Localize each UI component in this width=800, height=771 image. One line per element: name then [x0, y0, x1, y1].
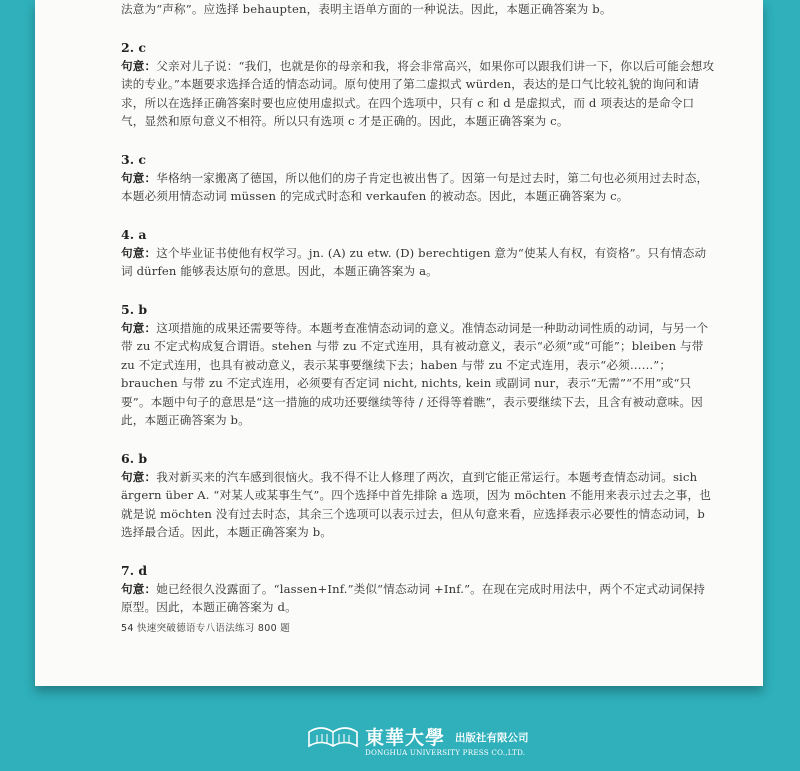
- page-footer: 54 快速突破德语专八语法练习 800 题: [121, 623, 291, 634]
- publisher-name-en: DONGHUA UNIVERSITY PRESS CO.,LTD.: [365, 748, 526, 757]
- explanation-text: 我对新买来的汽车感到很恼火。我不得不让人修理了两次，直到它能正常运行。本题考查情态动词。sich ärgern über A. “对某人或某事生气”。四个选择中首先排除 a 选项，因为 möchten 不能用来表示过去之事，也就是说 möchten 没有过去时态，其余三个选项可以表示过去，但从句意来看，应选择表示必要性的情态动词，b 选择最合适。因此，本题正确答案为 b。: [121, 469, 711, 539]
- explanation-text: 她已经很久没露面了。“lassen+Inf.”类似“情态动词 +Inf.”。在现在完成时用法中，两个不定式动词保持原型。因此，本题正确答案为 d。: [121, 581, 706, 614]
- publisher-name-cn-suffix: 出版社有限公司: [455, 732, 529, 744]
- answer-explanation: [121, 244, 715, 281]
- answer-number: 2. c: [121, 39, 147, 55]
- publisher-logo: [305, 720, 535, 760]
- answer-number: 3. c: [121, 151, 147, 167]
- answer-list: [121, 39, 715, 617]
- explanation-text: 华格纳一家搬离了德国，所以他们的房子肯定也被出售了。因第一句是过去时，第二句也必须用过去时态，本题必须用情态动词 müssen 的完成式时态和 verkaufen 的被动态。因此，本题正确答案为 c。: [121, 170, 709, 203]
- sentence-meaning-label: 句意：: [121, 58, 157, 73]
- answer-number: 5. b: [121, 301, 148, 317]
- sentence-meaning-label: 句意：: [121, 320, 157, 335]
- answer-explanation: [121, 57, 715, 131]
- sentence-meaning-label: 句意：: [121, 170, 157, 185]
- answer-number: 7. d: [121, 562, 148, 578]
- sentence-meaning-label: 句意：: [121, 245, 157, 260]
- sentence-meaning-label: 句意：: [121, 469, 157, 484]
- answer-item: [121, 39, 715, 131]
- explanation-text: 这个毕业证书使他有权学习。jn. (A) zu etw. (D) berechtigen 意为“使某人有权，有资格”。只有情态动词 dürfen 能够表达原句的意思。因此，本题正确答案为 a。: [121, 245, 707, 278]
- publisher-name-cn: 東華大學: [365, 727, 446, 749]
- page-content: [121, 0, 715, 617]
- explanation-text: 这项措施的成果还需要等待。本题考查准情态动词的意义。准情态动词是一种助动词性质的动词，与另一个带 zu 不定式构成复合谓语。stehen 与带 zu 不定式连用，具有被动意义，表示“必须”或“可能”；bleiben 与带 zu 不定式连用，也具有被动意义，表示某事要继续下去；haben 与带 zu 不定式连用，表示“必须……”；brauchen 与带 zu 不定式连用，必须要有否定词 nicht, nichts, kein 或副词 nur，表示“无需”“不用”或“只要”。本题中句子的意思是“这一措施的成功还要继续等待 / 还得等着瞧”，表示要继续下去，且含有被动意味。因此，本题正确答案为 b。: [121, 320, 709, 427]
- sentence-meaning-label: 句意：: [121, 581, 157, 596]
- answer-number: 4. a: [121, 226, 147, 242]
- explanation-text: 父亲对儿子说：“我们，也就是你的母亲和我，将会非常高兴，如果你可以跟我们讲一下，你以后可能会想攻读的专业。”本题要求选择合适的情态动词。原句使用了第二虚拟式 würden，表达的是口气比较礼貌的询问和请求，所以在选择正确答案时要也应使用虚拟式。在四个选项中，只有 c 和 d 是虚拟式，而 d 项表达的是命令口气，显然和原句意义不相符。所以只有选项 c 才是正确的。因此，本题正确答案为 c。: [121, 58, 715, 128]
- answer-explanation: [121, 319, 715, 430]
- answer-item: [121, 226, 715, 281]
- answer-item: [121, 562, 715, 617]
- answer-explanation: [121, 169, 715, 206]
- answer-number: 6. b: [121, 450, 148, 466]
- answer-item: [121, 301, 715, 430]
- answer-item: [121, 450, 715, 542]
- answer-explanation: [121, 580, 715, 617]
- book-icon: [305, 722, 361, 752]
- top-line: 法意为“声称”。应选择 behaupten，表明主语单方面的一种说法。因此，本题正确答案为 b。: [121, 2, 612, 16]
- book-page: [35, 0, 763, 686]
- answer-explanation: [121, 468, 715, 542]
- answer-item: [121, 151, 715, 206]
